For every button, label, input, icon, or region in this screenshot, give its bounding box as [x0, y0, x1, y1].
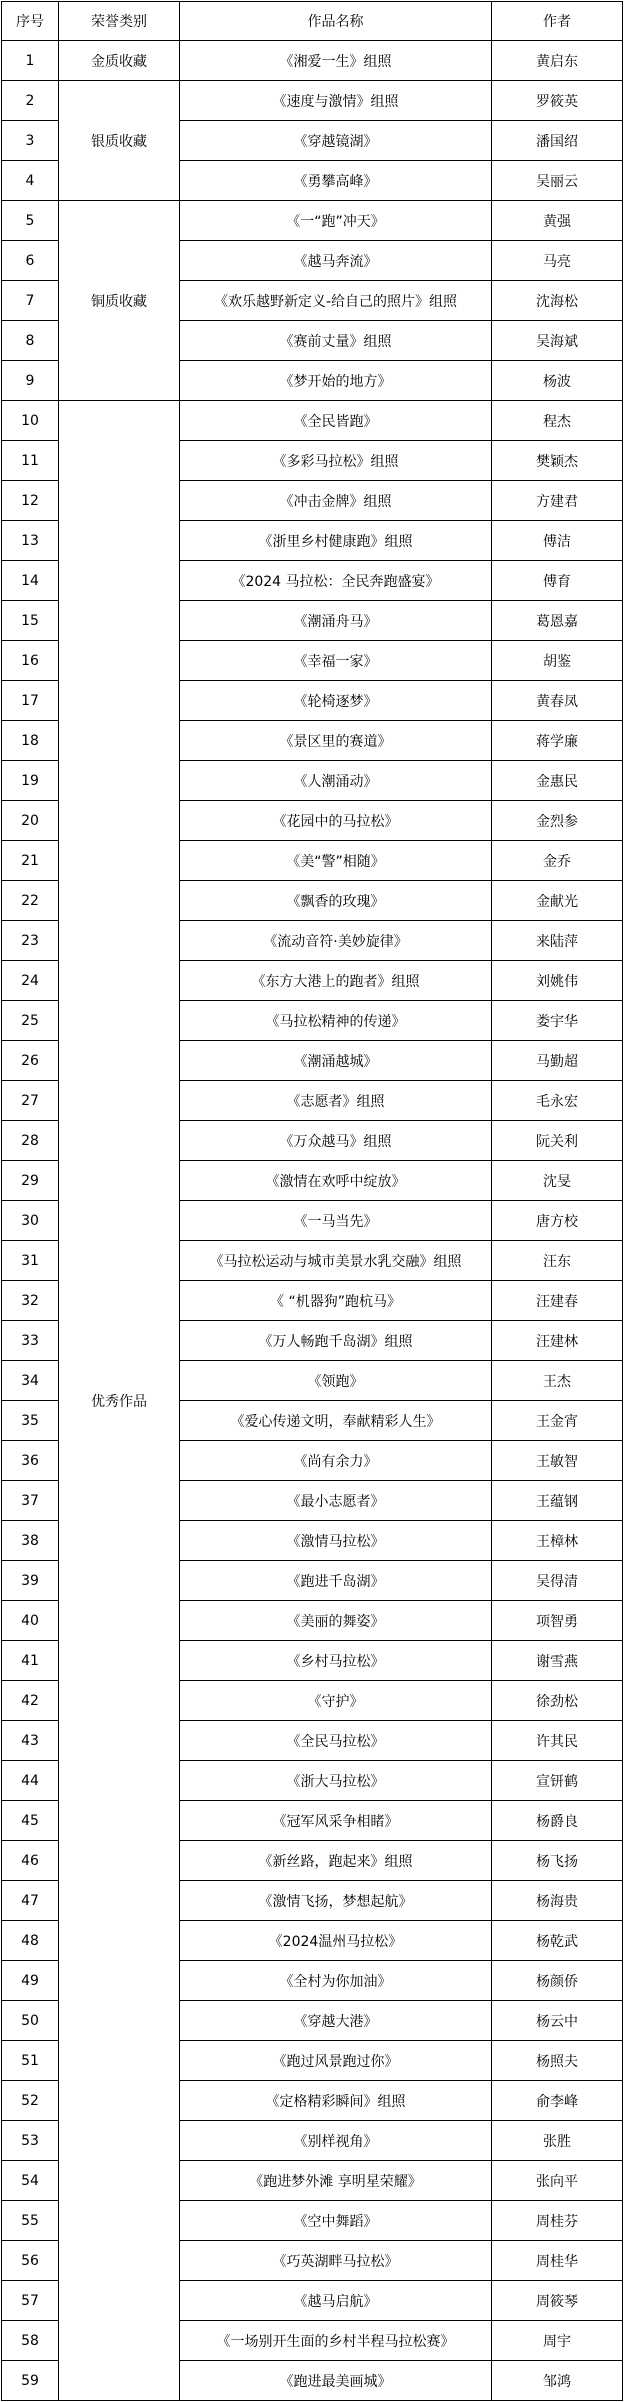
work-title: 《别样视角》	[180, 2121, 492, 2161]
row-number: 52	[2, 2081, 59, 2121]
work-title: 《全民皆跑》	[180, 401, 492, 441]
row-number: 36	[2, 1441, 59, 1481]
author-name: 娄宇华	[492, 1001, 623, 1041]
author-name: 方建君	[492, 481, 623, 521]
row-number: 33	[2, 1321, 59, 1361]
work-title: 《跑进最美画城》	[180, 2361, 492, 2401]
row-number: 48	[2, 1921, 59, 1961]
author-name: 樊颖杰	[492, 441, 623, 481]
author-name: 黄强	[492, 201, 623, 241]
work-title: 《空中舞蹈》	[180, 2201, 492, 2241]
row-number: 27	[2, 1081, 59, 1121]
work-title: 《激情在欢呼中绽放》	[180, 1161, 492, 1201]
author-name: 潘国绍	[492, 121, 623, 161]
author-name: 毛永宏	[492, 1081, 623, 1121]
row-number: 16	[2, 641, 59, 681]
work-title: 《浙里乡村健康跑》组照	[180, 521, 492, 561]
work-title: 《幸福一家》	[180, 641, 492, 681]
row-number: 58	[2, 2321, 59, 2361]
author-name: 吴海斌	[492, 321, 623, 361]
row-number: 17	[2, 681, 59, 721]
author-name: 王樟林	[492, 1521, 623, 1561]
work-title: 《花园中的马拉松》	[180, 801, 492, 841]
row-number: 25	[2, 1001, 59, 1041]
author-name: 邹鸿	[492, 2361, 623, 2401]
author-name: 程杰	[492, 401, 623, 441]
author-name: 吴丽云	[492, 161, 623, 201]
work-title: 《最小志愿者》	[180, 1481, 492, 1521]
author-name: 王杰	[492, 1361, 623, 1401]
row-number: 11	[2, 441, 59, 481]
work-title: 《一“跑”冲天》	[180, 201, 492, 241]
work-title: 《人潮涌动》	[180, 761, 492, 801]
row-number: 1	[2, 41, 59, 81]
row-number: 15	[2, 601, 59, 641]
work-title: 《飘香的玫瑰》	[180, 881, 492, 921]
row-number: 21	[2, 841, 59, 881]
author-name: 杨飞扬	[492, 1841, 623, 1881]
work-title: 《万人畅跑千岛湖》组照	[180, 1321, 492, 1361]
work-title: 《东方大港上的跑者》组照	[180, 961, 492, 1001]
work-title: 《志愿者》组照	[180, 1081, 492, 1121]
row-number: 6	[2, 241, 59, 281]
work-title: 《美丽的舞姿》	[180, 1601, 492, 1641]
row-number: 34	[2, 1361, 59, 1401]
header-category: 荣誉类别	[59, 2, 180, 41]
row-number: 5	[2, 201, 59, 241]
row-number: 43	[2, 1721, 59, 1761]
work-title: 《越马启航》	[180, 2281, 492, 2321]
author-name: 沈海松	[492, 281, 623, 321]
row-number: 53	[2, 2121, 59, 2161]
author-name: 蒋学廉	[492, 721, 623, 761]
row-number: 10	[2, 401, 59, 441]
work-title: 《跑过风景跑过你》	[180, 2041, 492, 2081]
row-number: 44	[2, 1761, 59, 1801]
work-title: 《全民马拉松》	[180, 1721, 492, 1761]
table-body	[2, 41, 623, 2401]
row-number: 4	[2, 161, 59, 201]
author-name: 周桂芬	[492, 2201, 623, 2241]
row-number: 55	[2, 2201, 59, 2241]
work-title: 《勇攀高峰》	[180, 161, 492, 201]
row-number: 26	[2, 1041, 59, 1081]
author-name: 金烈参	[492, 801, 623, 841]
author-name: 王金宵	[492, 1401, 623, 1441]
row-number: 45	[2, 1801, 59, 1841]
row-number: 39	[2, 1561, 59, 1601]
author-name: 黄春凤	[492, 681, 623, 721]
author-name: 杨云中	[492, 2001, 623, 2041]
author-name: 黄启东	[492, 41, 623, 81]
row-number: 54	[2, 2161, 59, 2201]
row-number: 9	[2, 361, 59, 401]
row-number: 40	[2, 1601, 59, 1641]
table-row	[2, 81, 623, 121]
author-name: 张向平	[492, 2161, 623, 2201]
row-number: 24	[2, 961, 59, 1001]
honor-category: 银质收藏	[59, 81, 180, 201]
work-title: 《欢乐越野新定义-给自己的照片》组照	[180, 281, 492, 321]
row-number: 18	[2, 721, 59, 761]
author-name: 马勤超	[492, 1041, 623, 1081]
work-title: 《领跑》	[180, 1361, 492, 1401]
row-number: 38	[2, 1521, 59, 1561]
row-number: 56	[2, 2241, 59, 2281]
work-title: 《越马奔流》	[180, 241, 492, 281]
author-name: 汪东	[492, 1241, 623, 1281]
author-name: 阮关利	[492, 1121, 623, 1161]
row-number: 32	[2, 1281, 59, 1321]
row-number: 29	[2, 1161, 59, 1201]
row-number: 51	[2, 2041, 59, 2081]
author-name: 金乔	[492, 841, 623, 881]
work-title: 《乡村马拉松》	[180, 1641, 492, 1681]
row-number: 28	[2, 1121, 59, 1161]
work-title: 《 “机器狗”跑杭马》	[180, 1281, 492, 1321]
author-name: 汪建春	[492, 1281, 623, 1321]
row-number: 23	[2, 921, 59, 961]
work-title: 《激情马拉松》	[180, 1521, 492, 1561]
author-name: 傅洁	[492, 521, 623, 561]
work-title: 《马拉松精神的传递》	[180, 1001, 492, 1041]
header-row	[2, 2, 623, 41]
row-number: 19	[2, 761, 59, 801]
work-title: 《激情飞扬，梦想起航》	[180, 1881, 492, 1921]
author-name: 王敏智	[492, 1441, 623, 1481]
row-number: 57	[2, 2281, 59, 2321]
work-title: 《浙大马拉松》	[180, 1761, 492, 1801]
author-name: 张胜	[492, 2121, 623, 2161]
header-title: 作品名称	[180, 2, 492, 41]
author-name: 杨颜侨	[492, 1961, 623, 2001]
row-number: 37	[2, 1481, 59, 1521]
row-number: 59	[2, 2361, 59, 2401]
work-title: 《流动音符·美妙旋律》	[180, 921, 492, 961]
work-title: 《潮涌舟马》	[180, 601, 492, 641]
work-title: 《梦开始的地方》	[180, 361, 492, 401]
row-number: 46	[2, 1841, 59, 1881]
row-number: 14	[2, 561, 59, 601]
row-number: 35	[2, 1401, 59, 1441]
work-title: 《巧英湖畔马拉松》	[180, 2241, 492, 2281]
work-title: 《速度与激情》组照	[180, 81, 492, 121]
row-number: 42	[2, 1681, 59, 1721]
work-title: 《马拉松运动与城市美景水乳交融》组照	[180, 1241, 492, 1281]
work-title: 《湘爱一生》组照	[180, 41, 492, 81]
work-title: 《潮涌越城》	[180, 1041, 492, 1081]
author-name: 罗筱英	[492, 81, 623, 121]
work-title: 《跑进千岛湖》	[180, 1561, 492, 1601]
work-title: 《全村为你加油》	[180, 1961, 492, 2001]
row-number: 47	[2, 1881, 59, 1921]
work-title: 《尚有余力》	[180, 1441, 492, 1481]
row-number: 12	[2, 481, 59, 521]
work-title: 《2024 马拉松：全民奔跑盛宴》	[180, 561, 492, 601]
work-title: 《多彩马拉松》组照	[180, 441, 492, 481]
row-number: 49	[2, 1961, 59, 2001]
author-name: 杨照夫	[492, 2041, 623, 2081]
work-title: 《一场别开生面的乡村半程马拉松赛》	[180, 2321, 492, 2361]
author-name: 傅育	[492, 561, 623, 601]
row-number: 3	[2, 121, 59, 161]
work-title: 《穿越镜湖》	[180, 121, 492, 161]
work-title: 《新丝路，跑起来》组照	[180, 1841, 492, 1881]
table-row	[2, 401, 623, 441]
author-name: 周宇	[492, 2321, 623, 2361]
honor-category: 金质收藏	[59, 41, 180, 81]
author-name: 宣钘鹤	[492, 1761, 623, 1801]
author-name: 胡鉴	[492, 641, 623, 681]
author-name: 来陆萍	[492, 921, 623, 961]
row-number: 8	[2, 321, 59, 361]
work-title: 《定格精彩瞬间》组照	[180, 2081, 492, 2121]
work-title: 《冠军风采争相睹》	[180, 1801, 492, 1841]
row-number: 22	[2, 881, 59, 921]
work-title: 《美“警”相随》	[180, 841, 492, 881]
work-title: 《一马当先》	[180, 1201, 492, 1241]
author-name: 杨波	[492, 361, 623, 401]
row-number: 13	[2, 521, 59, 561]
row-number: 30	[2, 1201, 59, 1241]
work-title: 《万众越马》组照	[180, 1121, 492, 1161]
author-name: 周桂华	[492, 2241, 623, 2281]
author-name: 吴得清	[492, 1561, 623, 1601]
honor-category: 优秀作品	[59, 401, 180, 2401]
header-author: 作者	[492, 2, 623, 41]
work-title: 《守护》	[180, 1681, 492, 1721]
work-title: 《冲击金牌》组照	[180, 481, 492, 521]
work-title: 《赛前丈量》组照	[180, 321, 492, 361]
work-title: 《2024温州马拉松》	[180, 1921, 492, 1961]
honor-category: 铜质收藏	[59, 201, 180, 401]
author-name: 杨海贵	[492, 1881, 623, 1921]
author-name: 谢雪燕	[492, 1641, 623, 1681]
table-row	[2, 201, 623, 241]
author-name: 汪建林	[492, 1321, 623, 1361]
row-number: 41	[2, 1641, 59, 1681]
author-name: 刘姚伟	[492, 961, 623, 1001]
author-name: 俞李峰	[492, 2081, 623, 2121]
author-name: 徐劲松	[492, 1681, 623, 1721]
author-name: 金惠民	[492, 761, 623, 801]
row-number: 20	[2, 801, 59, 841]
author-name: 马亮	[492, 241, 623, 281]
author-name: 沈旻	[492, 1161, 623, 1201]
work-title: 《爱心传递文明，奉献精彩人生》	[180, 1401, 492, 1441]
work-title: 《穿越大港》	[180, 2001, 492, 2041]
work-title: 《景区里的赛道》	[180, 721, 492, 761]
row-number: 7	[2, 281, 59, 321]
author-name: 项智勇	[492, 1601, 623, 1641]
row-number: 2	[2, 81, 59, 121]
work-title: 《轮椅逐梦》	[180, 681, 492, 721]
row-number: 31	[2, 1241, 59, 1281]
author-name: 葛恩嘉	[492, 601, 623, 641]
author-name: 王蕴钢	[492, 1481, 623, 1521]
work-title: 《跑进梦外滩 享明星荣耀》	[180, 2161, 492, 2201]
author-name: 杨爵良	[492, 1801, 623, 1841]
author-name: 金献光	[492, 881, 623, 921]
awards-table	[1, 1, 623, 2401]
row-number: 50	[2, 2001, 59, 2041]
author-name: 周筱琴	[492, 2281, 623, 2321]
author-name: 许其民	[492, 1721, 623, 1761]
table-row	[2, 41, 623, 81]
author-name: 唐方校	[492, 1201, 623, 1241]
author-name: 杨乾武	[492, 1921, 623, 1961]
header-no: 序号	[2, 2, 59, 41]
